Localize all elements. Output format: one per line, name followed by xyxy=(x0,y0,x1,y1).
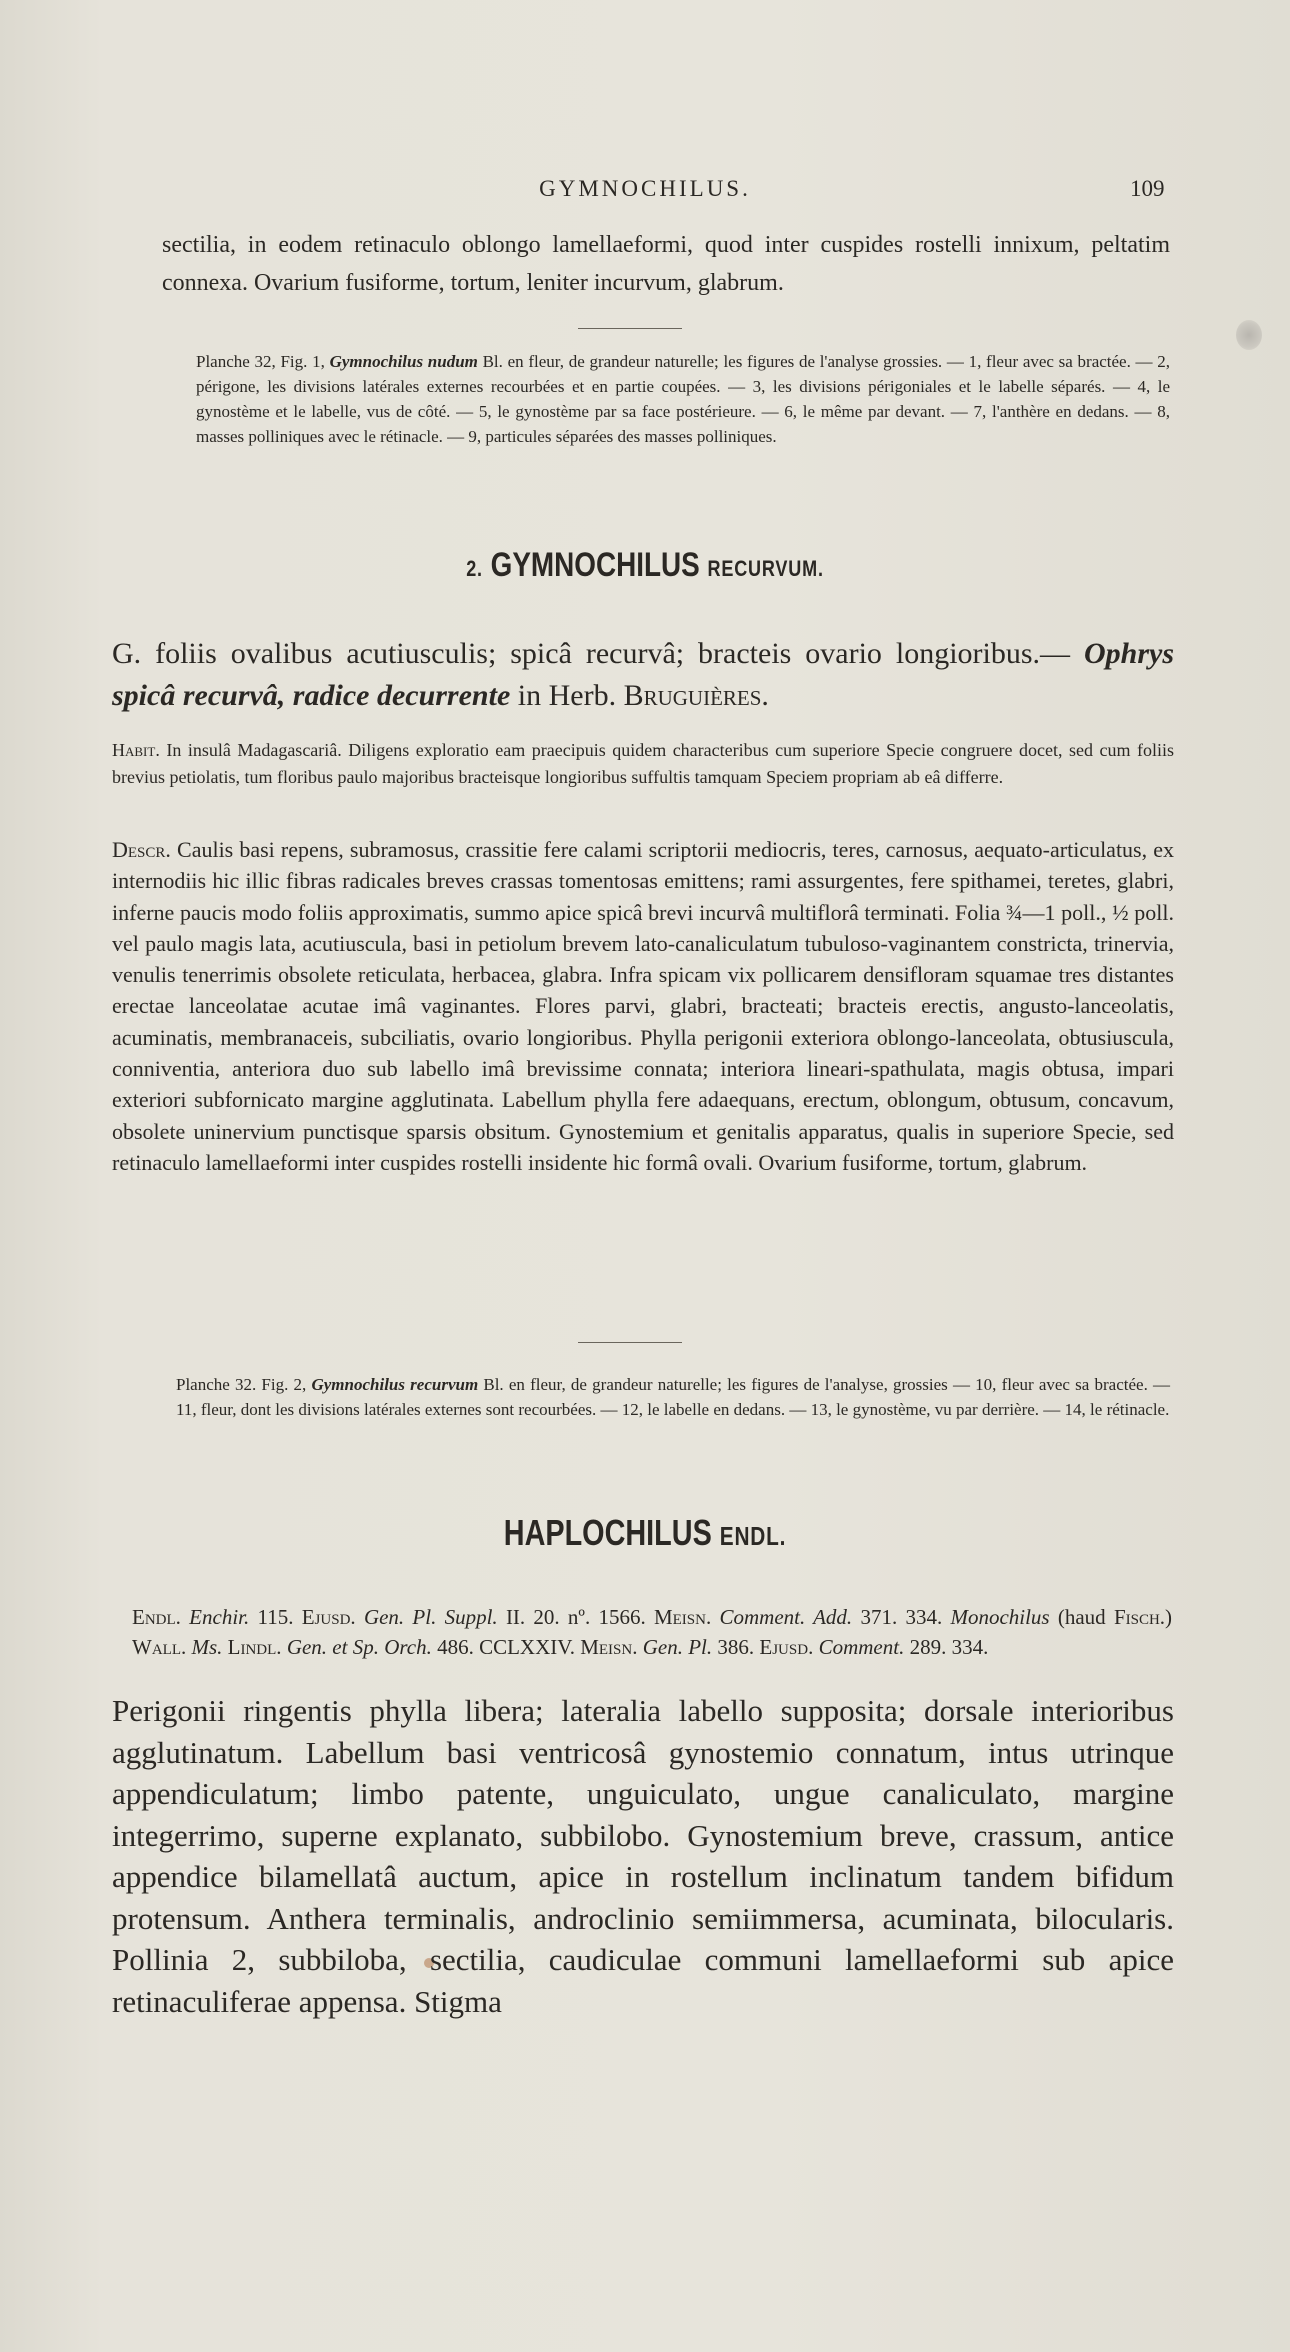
species-number: 2. xyxy=(466,556,483,581)
reference-segment: Ejusd. xyxy=(759,1635,814,1659)
plate-note-text: Bl. en fleur, de grandeur naturelle; les figures de l'analyse, grossies — 10, fleur avec sa bractée. — 11, fleur, dont les divisions latérales externes sont recourbées. — 12, le labelle en dedans. — 13, le gynostème, vu par derrière. — 14, le rétinacle. xyxy=(176,1375,1171,1419)
genus-name: HAPLOCHILUS xyxy=(503,1512,712,1553)
genus-authority: ENDL. xyxy=(719,1521,787,1551)
habitat-text: In insulâ Madagascariâ. Diligens exploratio eam praecipuis quidem characteribus cum superiore Specie congruere docet, sed cum foliis brevius petiolatis, tum floribus paulo majoribus bracteisque longioribus suffultis tamquam Speciem propriam ab eâ differre. xyxy=(112,740,1175,787)
paper-stain xyxy=(1236,320,1262,350)
section-divider xyxy=(578,1342,682,1343)
section-divider xyxy=(578,328,682,329)
description-text: Caulis basi repens, subramosus, crassitie fere calami scriptorii mediocris, teres, carnosus, aequato-articulatus, ex internodiis hic illic fibras radicales breves crassas tomentosas emittens; rami assurgentes, fere spithamei, teretes, glabri, inferne paucis modo foliis approximatis, summo apice spicâ brevi incurvâ multiflorâ terminati. Folia ¾—1 poll., ½ poll. vel paulo magis lata, acutiuscula, basi in petiolum brevem lato-canaliculatum tubuloso-vaginantem constricta, trinervia, venulis tenerrimis obsolete reticulata, herbacea, glabra. Infra spicam vix pollicarem densifloram squamae tres distantes erectae lanceolatae acutae imâ vaginantes. Flores parvi, glabri, bracteati; bracteis erectis, angusto-lanceolatis, acuminatis, membranaceis, subciliatis, ovario longioribus. Phylla perigonii exteriora oblongo-lanceolata, obtusiuscula, conniventia, anteriora duo sub labello imâ brevissime connata; interiora lineari-spathulata, magis obtusa, impari exteriori subfornicato margine agglutinata. Labellum phylla fere adaequans, erectum, oblongum, obtusum, concavum, obsolete uninervium punctisque sparsis obsitum. Gynostemium et genitalis apparatus, qualis in superiore Specie, sed retinaculo lamellaeformi inter cuspides rostelli insidente hic formâ ovali. Ovarium fusiforme, tortum, glabrum. xyxy=(112,837,1174,1175)
species-epithet: RECURVUM. xyxy=(707,556,824,581)
plate-note-prefix: Planche 32. Fig. 2, xyxy=(176,1375,307,1394)
reference-segment: Lindl. xyxy=(227,1635,282,1659)
genus-heading xyxy=(129,1512,1161,1554)
reference-segment: Endl. xyxy=(132,1605,181,1629)
description-label: Descr. xyxy=(112,837,171,862)
reference-segment: Ejusd. xyxy=(301,1605,356,1629)
reference-segment: Monochilus xyxy=(950,1605,1050,1629)
habitat-label: Habit. xyxy=(112,740,160,760)
continuation-paragraph: sectilia, in eodem retinaculo oblongo lamellaeformi, quod inter cuspides rostelli innixum, peltatim connexa. Ovarium fusiforme, tortum, leniter incurvum, glabrum. xyxy=(162,232,1170,296)
reference-segment: 371. 334. xyxy=(852,1605,951,1629)
plate-note-1 xyxy=(196,349,1170,449)
reference-segment: Wall. xyxy=(132,1635,187,1659)
reference-segment: 486. CCLXXIV. xyxy=(431,1635,581,1659)
reference-segment: Comment. Add. xyxy=(719,1605,853,1629)
diagnosis-text: G. foliis ovalibus acutiusculis; spicâ recurvâ; bracteis ovario longioribus.— xyxy=(112,637,1071,670)
reference-segment: Fisch. xyxy=(1113,1605,1166,1629)
reference-segment: 289. 334. xyxy=(904,1635,989,1659)
page-number: 109 xyxy=(1130,176,1165,201)
diagnosis-synonym: Ophrys spicâ recurvâ, radice decurrente xyxy=(112,637,1174,712)
reference-segment xyxy=(356,1605,364,1629)
reference-segment: Gen. et Sp. Orch. xyxy=(286,1635,432,1659)
reference-segment xyxy=(181,1605,189,1629)
reference-segment: Meisn. xyxy=(653,1605,712,1629)
reference-segment: Comment. xyxy=(818,1635,905,1659)
running-head: GYMNOCHILUS. xyxy=(539,176,751,201)
reference-segment: 115. xyxy=(249,1605,302,1629)
plate-note-2 xyxy=(176,1372,1170,1422)
plate-note-binomial: Gymnochilus nudum xyxy=(329,352,478,371)
plate-note-prefix: Planche 32, Fig. 1, xyxy=(196,352,325,371)
plate-note-binomial: Gymnochilus recurvum xyxy=(311,1375,479,1394)
habitat-paragraph xyxy=(112,737,1174,791)
reference-segment: Meisn. xyxy=(580,1635,638,1659)
reference-segment: 386. xyxy=(712,1635,760,1659)
species-genus: GYMNOCHILUS xyxy=(490,546,700,584)
species-heading xyxy=(116,546,1174,585)
reference-segment: II. 20. nº. 1566. xyxy=(497,1605,654,1629)
description-paragraph xyxy=(112,834,1174,1178)
reference-segment: Gen. Pl. Suppl. xyxy=(363,1605,498,1629)
reference-segment: ) xyxy=(1165,1605,1173,1629)
reference-segment: Enchir. xyxy=(189,1605,250,1629)
plate-note-text: Bl. en fleur, de grandeur naturelle; les figures de l'analyse grossies. — 1, fleur avec sa bractée. — 2, périgone, les divisions latérales externes recourbées et en partie coupées. — 3, les divisions périgoniales et le labelle séparés. — 4, le gynostème et le labelle, vus de côté. — 5, le gynostème par sa face postérieure. — 6, le même par devant. — 7, l'anthère en dedans. — 8, masses polliniques avec le rétinacle. — 9, particules séparées des masses polliniques. xyxy=(196,352,1171,446)
diagnosis-collector: Bruguières. xyxy=(623,679,769,712)
reference-segment: Gen. Pl. xyxy=(642,1635,713,1659)
genus-description: Perigonii ringentis phylla libera; lateralia labello supposita; dorsale interioribus agglutinatum. Labellum basi ventricosâ gynostemio connatum, intus utrinque appendiculatum; limbo patente, unguiculato, ungue canaliculato, margine integerrimo, superne explanato, subbilobo. Gynostemium breve, crassum, antice appendice bilamellatâ auctum, apice in rostellum inclinatum tandem bifidum protensum. Anthera terminalis, androclinio semiimmersa, acuminata, bilocularis. Pollinia 2, subbiloba, sectilia, caudiculae communi lamellaeformi sub apice retinaculiferae appensa. Stigma xyxy=(112,1693,1174,2019)
reference-segment: (haud xyxy=(1049,1605,1114,1629)
genus-references xyxy=(132,1602,1172,1662)
diagnosis-herbarium: in Herb. xyxy=(517,679,617,712)
reference-segment: Ms. xyxy=(191,1635,223,1659)
species-diagnosis xyxy=(112,633,1174,717)
